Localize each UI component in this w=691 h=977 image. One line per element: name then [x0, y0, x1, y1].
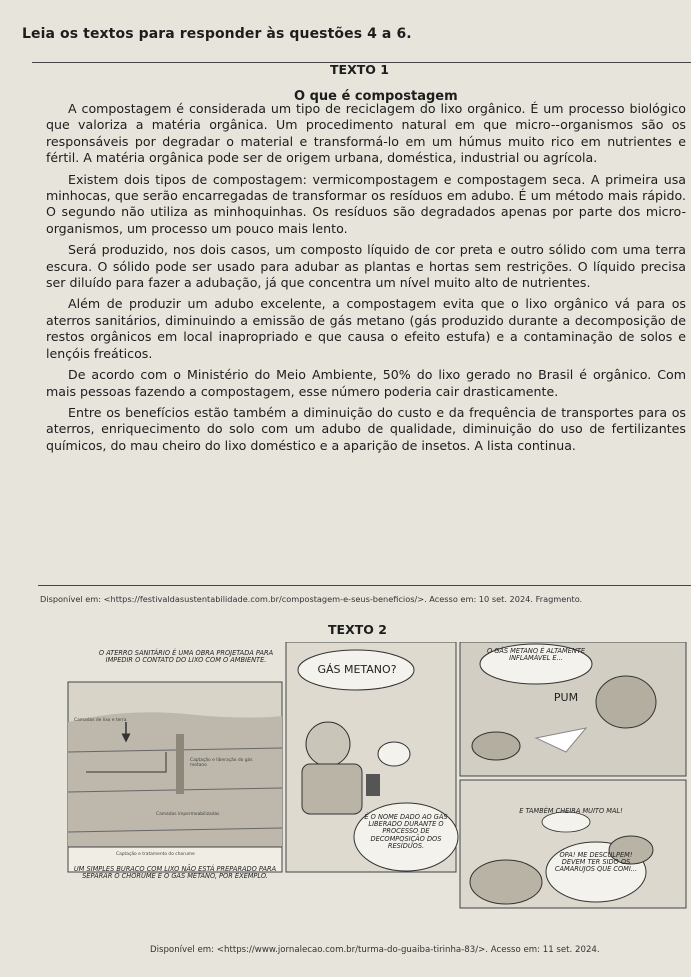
panel2-speech-1: GÁS METANO?: [317, 663, 397, 676]
panel4-speech-2: OPA! ME DESCULPEM! DEVEM TER SIDO OS CAMARUJOS QUE COMI...: [554, 851, 638, 874]
label-layers: Camadas de lixo e terra: [74, 718, 127, 723]
panel1-caption-bottom: UM SIMPLES BURACO COM LIXO NÃO ESTÁ PREPARADO PARA SEPARAR O CHORUME E O GÁS METANO, POR EXEMPLO.: [73, 865, 277, 881]
texto2-label: TEXTO 2: [328, 622, 387, 637]
divider-bottom: [38, 585, 691, 586]
texto1-title: O que é compostagem: [294, 89, 458, 104]
paragraph: Existem dois tipos de compostagem: vermicompostagem e compostagem seca. A primeira usa minhocas, que serão encarregadas de transformar os resíduos em adubo. É um método mais rápido. O segundo não utiliza as minhoquinhas. Os resíduos são degradados apenas por parte dos micro-organismos, um processo um pouco mais lento.: [46, 171, 686, 236]
paragraph: Será produzido, nos dois casos, um composto líquido de cor preta e outro sólido com uma terra escura. O sólido pode ser usado para adubar as plantas e hortas sem restrições. O líquido precisa ser diluído para fazer a adubação, já que concentra um nível muito alto de nutrientes.: [46, 242, 686, 291]
dinosaur-icon: [472, 732, 520, 760]
panel2-speech-2: É O NOME DADO AO GÁS LIBERADO DURANTE O PROCESSO DE DECOMPOSIÇÃO DOS RESÍDUOS.: [364, 813, 448, 850]
label-gas: Captação e liberação do gás metano: [190, 758, 253, 768]
texto1-body: [46, 101, 686, 459]
creature-icon: [596, 676, 656, 728]
boy-head: [306, 722, 350, 766]
panel3-sfx: PUM: [553, 691, 579, 704]
instruction-heading: Leia os textos para responder às questões 4 a 6.: [22, 26, 412, 42]
panel1-caption-top: O ATERRO SANITÁRIO É UMA OBRA PROJETADA PARA IMPEDIR O CONTATO DO LIXO COM O AMBIENTE.: [98, 649, 274, 665]
paragraph: Além de produzir um adubo excelente, a compostagem evita que o lixo orgânico vá para os aterros sanitários, diminuindo a emissão de gás metano (gás produzido durante a decomposição de restos orgânicos em local inapropriado e que causa o efeito estufa) e a contaminação de solos e lençóis freáticos.: [46, 296, 686, 361]
texto1-label: TEXTO 1: [330, 62, 389, 77]
panel-1: [68, 682, 282, 872]
texto2-source: Disponível em: <https://www.jornalecao.com.br/turma-do-guaiba-tirinha-83/>. Acesso em: 11 set. 2024.: [150, 945, 600, 955]
phone-icon: [366, 774, 380, 796]
dinosaur-icon: [470, 860, 542, 904]
paragraph: A compostagem é considerada um tipo de reciclagem do lixo orgânico. É um processo biológico que valoriza a matéria orgânica. Um procedimento natural em que micro--organismos são os responsáveis por degradar o material e transformá-lo em um húmus muito rico em nutrientes e fértil. A matéria orgânica pode ser de origem urbana, doméstica, industrial ou agrícola.: [46, 101, 686, 166]
label-impermeable: Camadas impermeabilizadas: [156, 812, 220, 817]
paragraph: Entre os benefícios estão também a diminuição do custo e da frequência de transportes para os aterros, enriquecimento do solo com um adubo de qualidade, diminuição do uso de fertilizantes químicos, do mau cheiro do lixo doméstico e a aparição de insetos. A lista continua.: [46, 404, 686, 453]
panel3-speech: O GÁS METANO É ALTAMENTE INFLAMÁVEL E...: [486, 647, 586, 663]
boy-shirt: [302, 764, 362, 814]
paragraph: De acordo com o Ministério do Meio Ambiente, 50% do lixo gerado no Brasil é orgânico. Com mais pessoas fazendo a compostagem, esse número poderia cair drasticamente.: [46, 367, 686, 399]
panel-4: [460, 780, 686, 908]
gas-pipe-icon: [176, 734, 184, 794]
texto1-source: Disponível em: <https://festivaldasustentabilidade.com.br/compostagem-e-seus-beneficios/>. Acesso em: 10 set. 2024. Fragmento.: [40, 594, 583, 604]
panel4-speech-1: E TAMBÉM CHEIRA MUITO MAL!: [519, 807, 623, 815]
label-chorume: Captação e tratamento do chorume: [116, 852, 195, 857]
comic-strip: [66, 642, 688, 910]
